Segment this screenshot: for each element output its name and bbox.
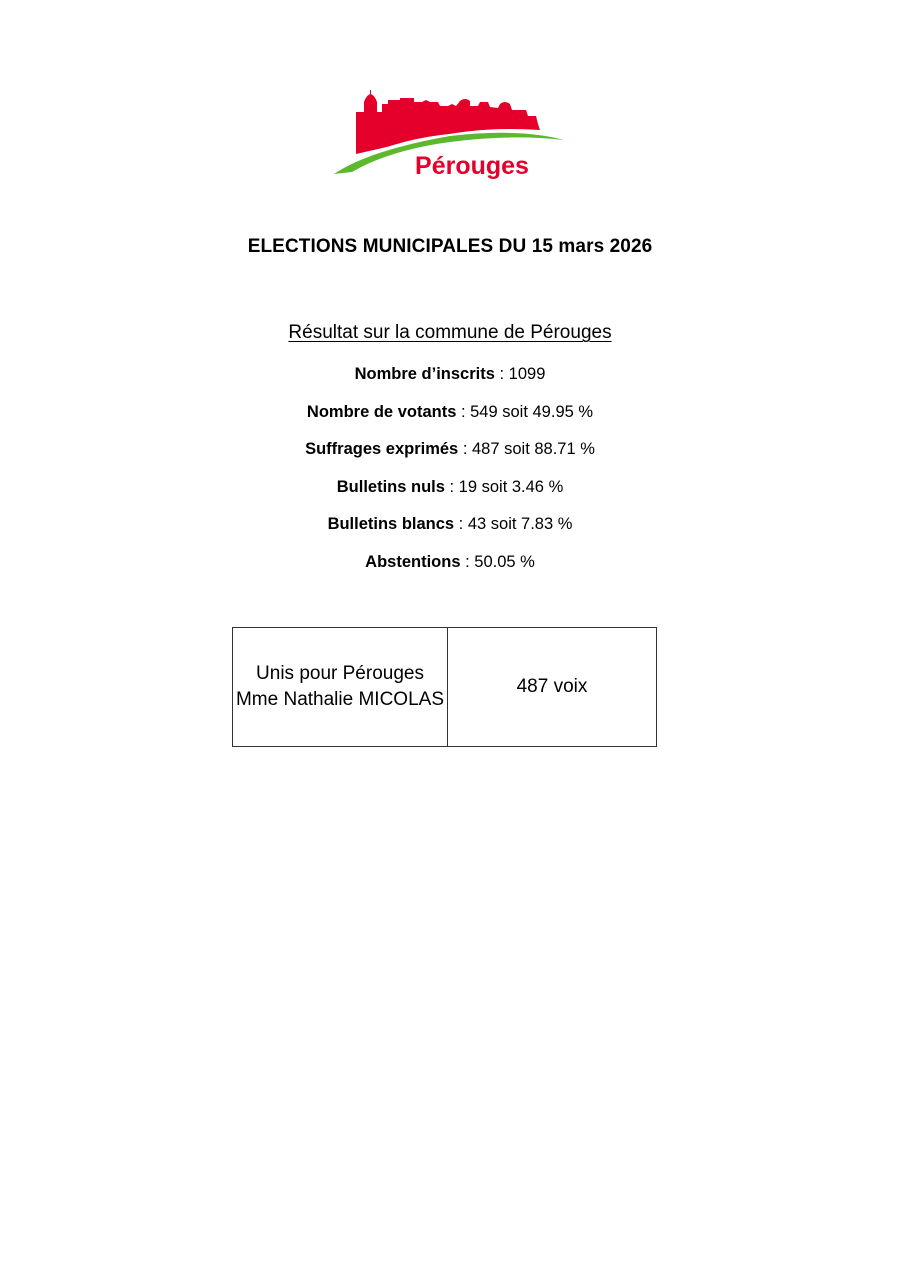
votes-cell [448, 628, 657, 747]
stat-nuls [0, 475, 900, 513]
stat-label: Bulletins nuls [336, 477, 445, 496]
perouges-logo [330, 88, 570, 184]
stat-label: Nombre de votants [306, 402, 457, 421]
stat-value: : 50.05 % [460, 552, 535, 571]
stat-inscrits [0, 362, 900, 400]
stat-value: : 19 soit 3.46 % [444, 477, 564, 496]
perouges-logo-graphic [330, 88, 570, 184]
stat-label: Abstentions [365, 552, 461, 571]
table-row [233, 628, 657, 747]
stat-value: : 1099 [494, 365, 546, 383]
results-table [232, 627, 657, 747]
stats-list [0, 362, 900, 588]
stat-value: : 549 soit 49.95 % [456, 402, 594, 421]
stat-label: Suffrages exprimés [305, 440, 459, 459]
stat-value: : 487 soit 88.71 % [458, 440, 595, 459]
list-cell [233, 628, 448, 747]
logo-text: Pérouges [415, 152, 529, 180]
votes-value: 487 voix [516, 676, 588, 697]
page-subtitle [0, 322, 900, 344]
stat-blancs [0, 512, 900, 550]
stat-label: Nombre d’inscrits [354, 365, 495, 383]
stat-label: Bulletins blancs [327, 515, 455, 534]
list-name: Unis pour Pérouges [256, 663, 424, 684]
stat-votants [0, 400, 900, 438]
page-title: ELECTIONS MUNICIPALES DU 15 mars 2026 [247, 236, 653, 257]
stat-value: : 43 soit 7.83 % [454, 515, 573, 534]
stat-abstentions [0, 550, 900, 588]
stat-suffrages [0, 437, 900, 475]
candidate-name: Mme Nathalie MICOLAS [235, 689, 444, 710]
subtitle-text: Résultat sur la commune de Pérouges [288, 322, 612, 343]
